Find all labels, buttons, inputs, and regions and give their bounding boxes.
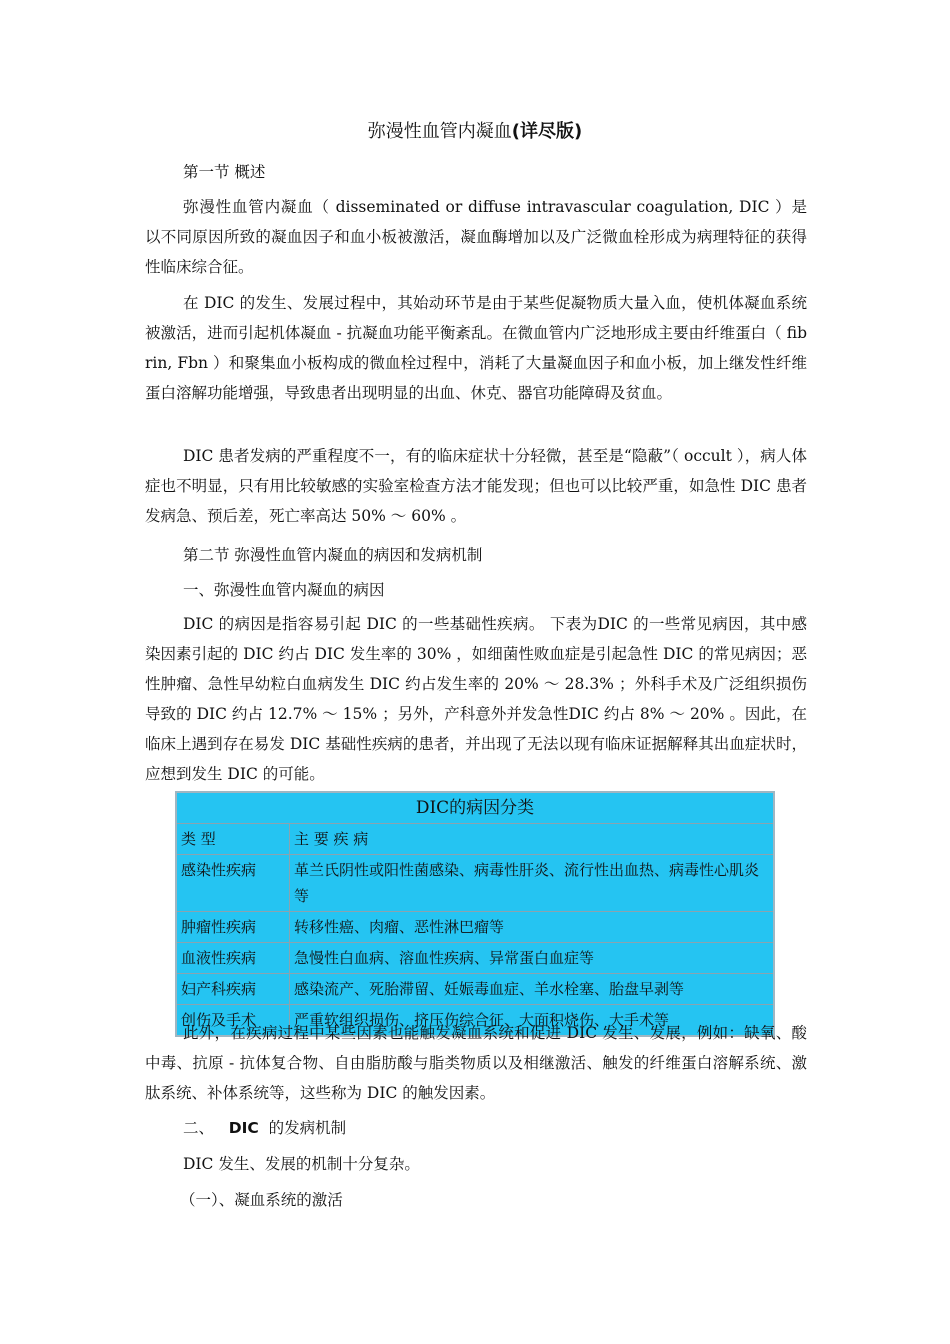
subsection1-heading: 一、弥漫性血管内凝血的病因 xyxy=(183,581,385,599)
table-cell-type: 肿瘤性疾病 xyxy=(176,912,290,943)
table-cell-type: 感染性疾病 xyxy=(176,855,290,912)
subsection2-bold: DIC xyxy=(228,1119,259,1137)
table-cell-type: 创伤及手术 xyxy=(176,1005,290,1037)
table-cell-diseases: 革兰氏阴性或阳性菌感染、病毒性肝炎、流行性出血热、病毒性心肌炎等 xyxy=(290,855,775,912)
subsection2-prefix: 二、 xyxy=(183,1119,215,1137)
table-cell-diseases: 严重软组织损伤、挤压伤综合征、大面积烧伤、大手术等 xyxy=(290,1005,775,1037)
title-main: 弥漫性血管内凝血 xyxy=(367,121,512,142)
paragraph-etiology: DIC 的病因是指容易引起 DIC 的一些基础性疾病。 下表为DIC 的一些常见病因，其中感染因素引起的 DIC 约占 DIC 发生率的 30% ，如细菌性败血症是引起急性 DIC 的常见病因；恶性肿瘤、急性早幼粒白血病发生 DIC 约占发生率的 20% ～ 28.3% ；外科手术及广泛组织损伤导致的 DIC 约占 12.7% ～ 15% ；另外，产科意外并发急性DIC 约占 8% ～ 20% 。因此，在临床上遇到存在易发 DIC 基础性疾病的患者，并出现了无法以现有临床证据解释其出血症状时，应想到发生 DIC 的可能。 xyxy=(145,615,807,783)
table-row xyxy=(176,974,774,1005)
document-title xyxy=(0,120,950,144)
table-cell-diseases: 急慢性白血病、溶血性疾病、异常蛋白血症等 xyxy=(290,943,775,974)
table-cell-type: 血液性疾病 xyxy=(176,943,290,974)
paragraph-definition: 弥漫性血管内凝血（ disseminated or diffuse intravascular coagulation, DIC ）是以不同原因所致的凝血因子和血小板被激活，凝血酶增加以及广泛微血栓形成为病理特征的获得性临床综合征。 xyxy=(145,198,807,276)
table-cell-diseases: 转移性癌、肉瘤、恶性淋巴瘤等 xyxy=(290,912,775,943)
table-header-row xyxy=(176,824,774,855)
table-row xyxy=(176,912,774,943)
table-row xyxy=(176,855,774,912)
title-suffix: (详尽版) xyxy=(511,121,583,142)
table-caption: DIC的病因分类 xyxy=(176,792,774,824)
table-header-diseases: 主 要 疾 病 xyxy=(290,824,775,855)
table-cell-type: 妇产科疾病 xyxy=(176,974,290,1005)
table-cell-diseases: 感染流产、死胎滞留、妊娠毒血症、羊水栓塞、胎盘早剥等 xyxy=(290,974,775,1005)
subsection2-heading xyxy=(183,1116,346,1140)
subsection3-heading: （一）、凝血系统的激活 xyxy=(180,1191,343,1209)
subsection2-rest: 的发病机制 xyxy=(268,1119,347,1137)
paragraph-mechanism: DIC 发生、发展的机制十分复杂。 xyxy=(183,1155,420,1173)
paragraph-severity: DIC 患者发病的严重程度不一，有的临床症状十分轻微，甚至是“隐蔽”（ occult ），病人体症也不明显，只有用比较敏感的实验室检查方法才能发现；但也可以比较严重，如急性 DIC 患者发病急、预后差，死亡率高达 50% ～ 60% 。 xyxy=(145,447,807,525)
paragraph-trigger-factors: 此外，在疾病过程中某些因素也能触发凝血系统和促进 DIC 发生、发展，例如：缺氧、酸中毒、抗原 - 抗体复合物、自由脂肪酸与脂类物质以及相继激活、触发的纤维蛋白溶解系统、激肽系统、补体系统等，这些称为 DIC 的触发因素。 xyxy=(145,1024,807,1102)
section2-heading: 第二节 弥漫性血管内凝血的病因和发病机制 xyxy=(183,546,483,564)
section1-heading: 第一节 概述 xyxy=(183,163,266,181)
paragraph-pathogenesis: 在 DIC 的发生、发展过程中，其始动环节是由于某些促凝物质大量入血，使机体凝血系统被激活，进而引起机体凝血 - 抗凝血功能平衡紊乱。在微血管内广泛地形成主要由纤维蛋白（ fibrin, Fbn ）和聚集血小板构成的微血栓过程中，消耗了大量凝血因子和血小板，加上继发性纤维蛋白溶解功能增强，导致患者出现明显的出血、休克、器官功能障碍及贫血。 xyxy=(145,294,807,402)
table-row xyxy=(176,943,774,974)
table-header-type: 类 型 xyxy=(176,824,290,855)
dic-etiology-table xyxy=(175,791,775,1037)
